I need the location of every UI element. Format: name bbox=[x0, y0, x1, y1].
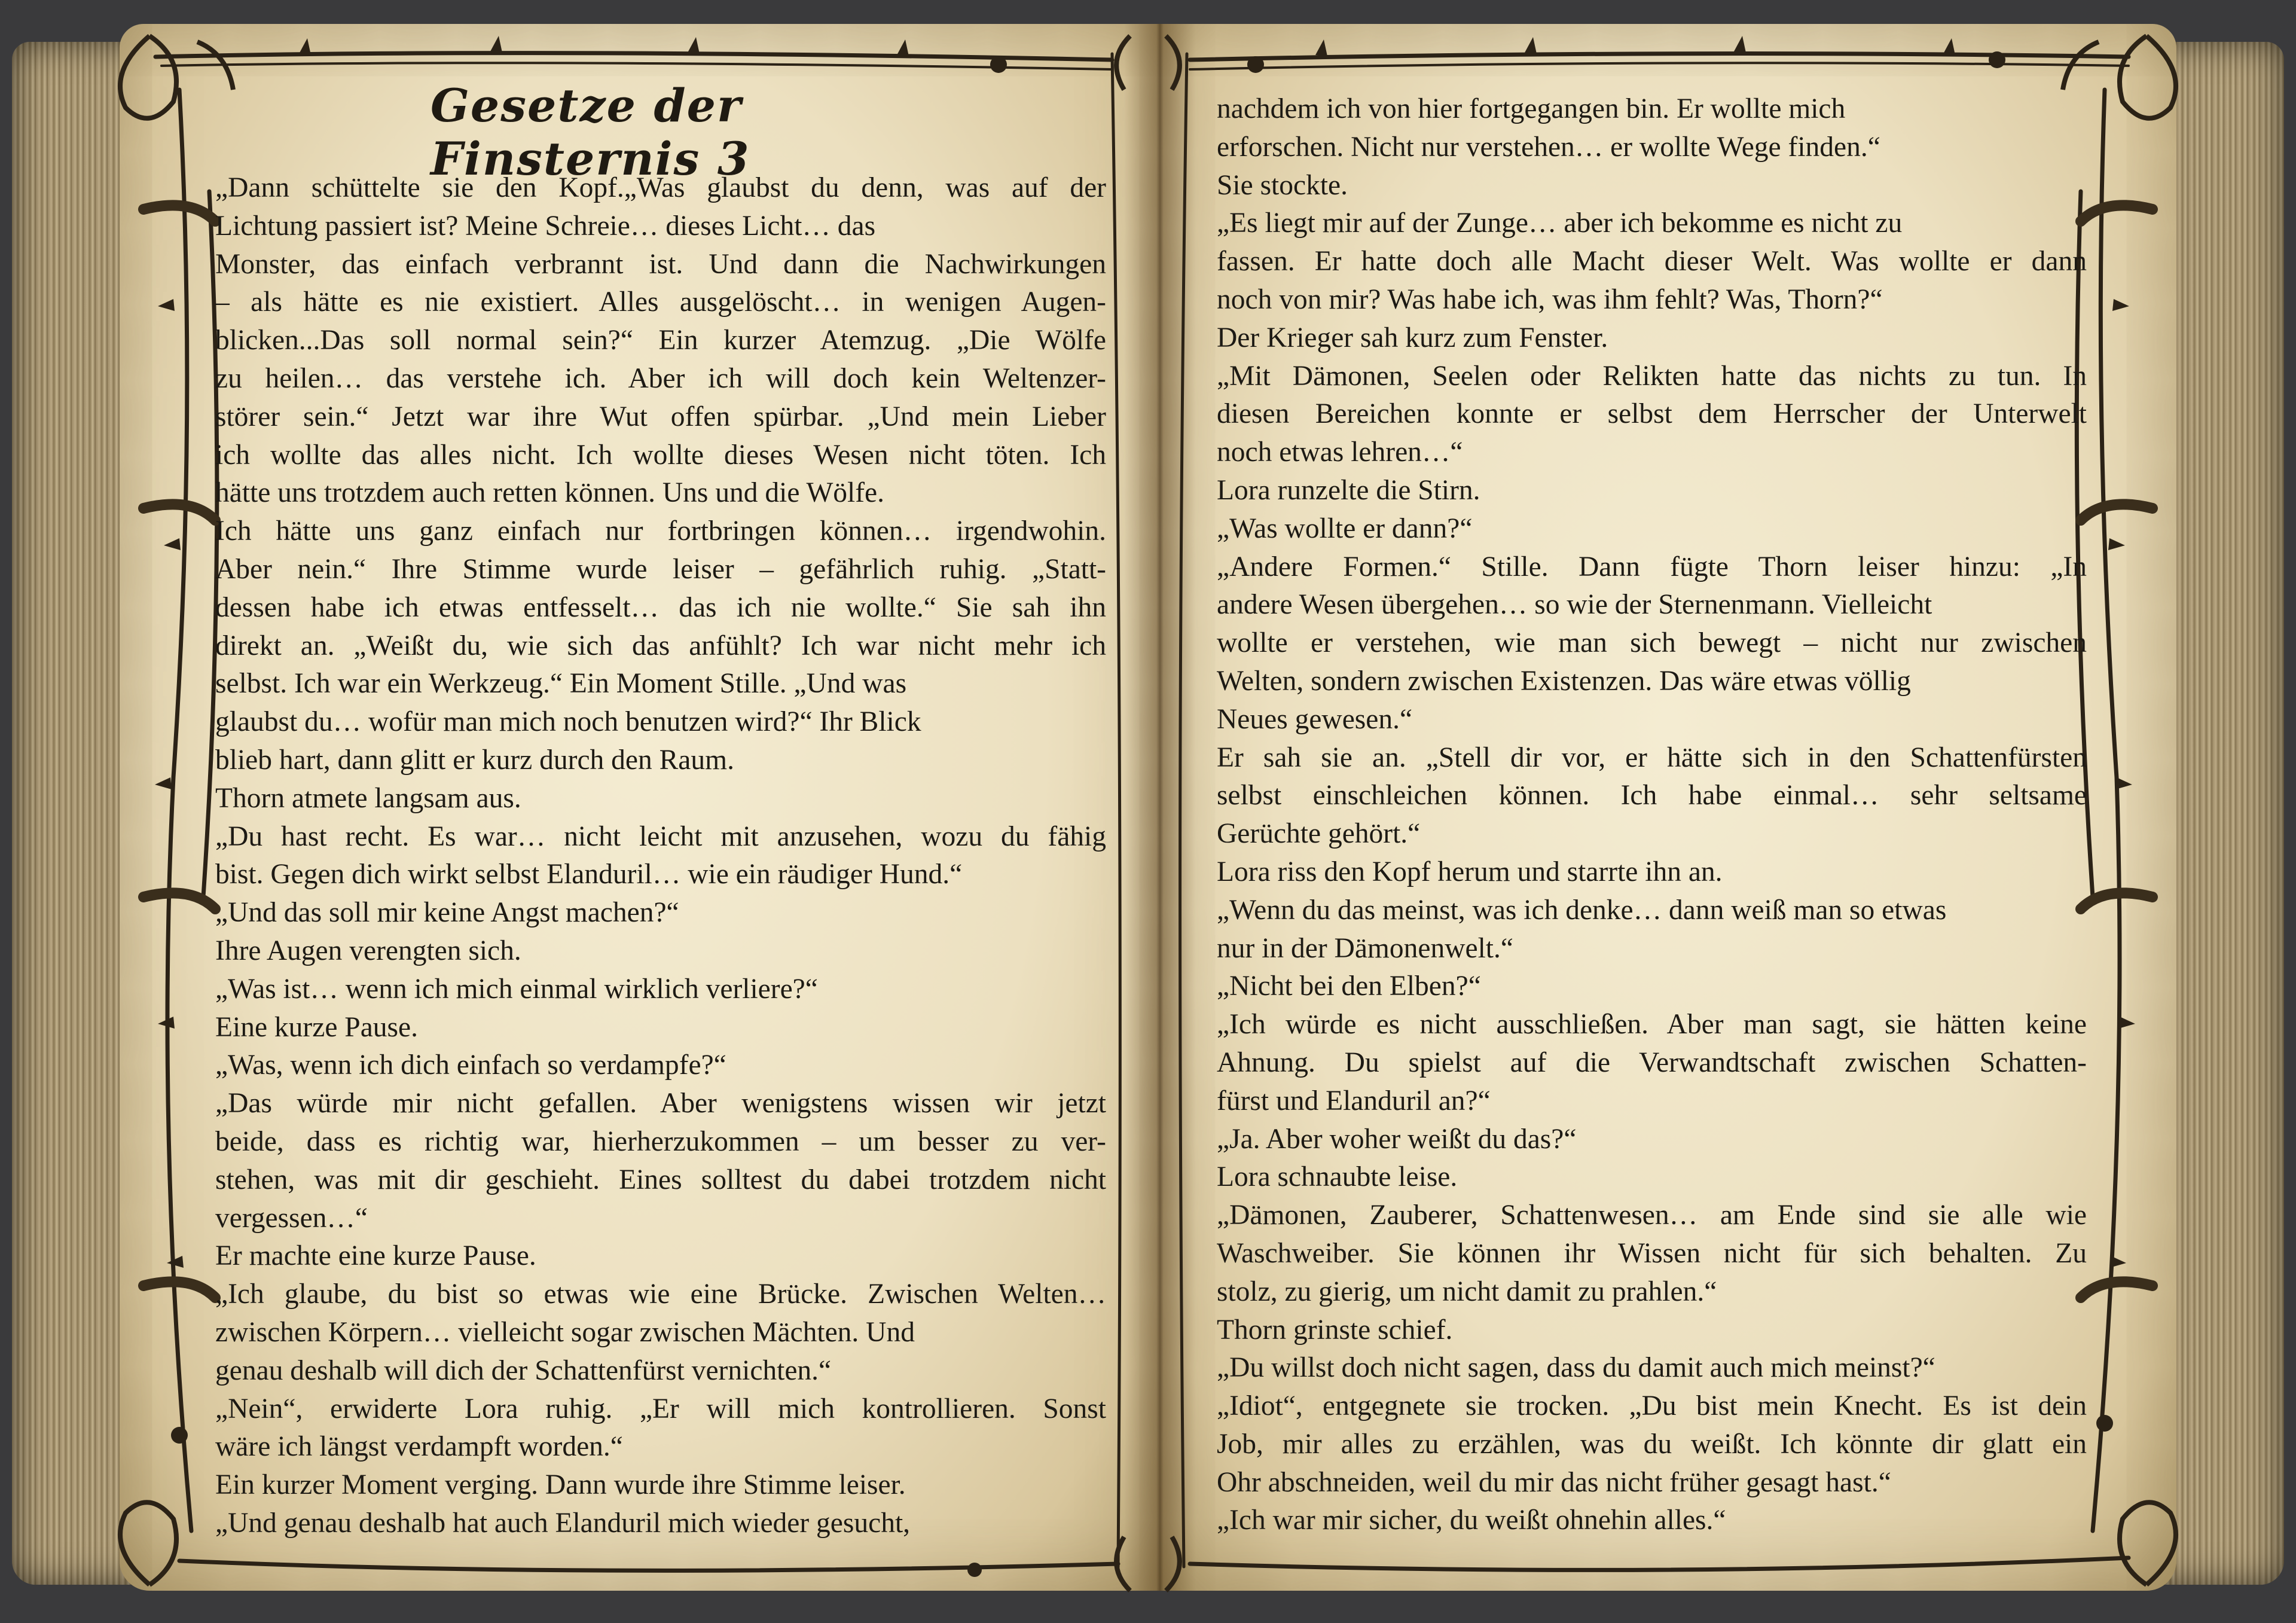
text-line: Ihre Augen verengten sich. bbox=[215, 935, 521, 966]
text-line: hätte uns trotzdem auch retten können. Uns und die Wölfe. bbox=[215, 477, 885, 509]
text-line: fürst und Elanduril an?“ bbox=[1217, 1085, 1491, 1116]
text-line: andere Wesen übergehen… so wie der Sternenmann. Vielleicht bbox=[1217, 589, 1932, 621]
text-line: Ahnung. Du spielst auf die Verwandtschaft zwischen Schatten- bbox=[1217, 1047, 2087, 1078]
text-line: „Wenn du das meinst, was ich denke… dann weiß man so etwas bbox=[1217, 894, 1947, 926]
text-line: Thorn grinste schief. bbox=[1217, 1314, 1453, 1346]
text-line: nachdem ich von hier fortgegangen bin. Er wollte mich bbox=[1217, 93, 1846, 124]
text-line: „Dämonen, Zauberer, Schattenwesen… am Ende sind sie alle wie bbox=[1217, 1200, 2087, 1231]
text-line: „Es liegt mir auf der Zunge… aber ich bekomme es nicht zu bbox=[1217, 208, 1903, 239]
text-line: selbst. Ich war ein Werkzeug.“ Ein Moment Stille. „Und was bbox=[215, 668, 907, 700]
text-line: Monster, das einfach verbrannt ist. Und dann die Nachwirkungen bbox=[215, 248, 1106, 280]
text-line: Ohr abschneiden, weil du mir das nicht früher gesagt hast.“ bbox=[1217, 1466, 1891, 1498]
text-line: „Nicht bei den Elben?“ bbox=[1217, 971, 1481, 1002]
text-line: Ich hätte uns ganz einfach nur fortbringen können… irgendwohin. bbox=[215, 515, 1106, 547]
text-line: Aber nein.“ Ihre Stimme wurde leiser – gefährlich ruhig. „Statt- bbox=[215, 553, 1106, 585]
text-line: – als hätte es nie existiert. Alles ausgelöscht… in wenigen Augen- bbox=[215, 286, 1106, 318]
text-line: Sie stockte. bbox=[1217, 169, 1348, 201]
text-line: nur in der Dämonenwelt.“ bbox=[1217, 932, 1513, 964]
text-line: vergessen…“ bbox=[215, 1202, 368, 1234]
text-line: Thorn atmete langsam aus. bbox=[215, 782, 521, 814]
text-line: ich wollte das alles nicht. Ich wollte dieses Wesen nicht töten. Ich bbox=[215, 439, 1106, 471]
text-line: „Ich würde es nicht ausschließen. Aber man sagt, sie hätten keine bbox=[1217, 1009, 2087, 1041]
text-line: selbst einschleichen können. Ich habe einmal… sehr seltsame bbox=[1217, 780, 2087, 812]
text-line: beide, dass es richtig war, hierherzukommen – um besser zu ver- bbox=[215, 1125, 1106, 1157]
text-line: wäre ich längst verdampft worden.“ bbox=[215, 1431, 623, 1463]
text-line: Welten, sondern zwischen Existenzen. Das wäre etwas völlig bbox=[1217, 665, 1911, 697]
text-line: fassen. Er hatte doch alle Macht dieser Welt. Was wollte er dann bbox=[1217, 246, 2087, 277]
text-line: genau deshalb will dich der Schattenfürst vernichten.“ bbox=[215, 1354, 832, 1386]
right-page-text bbox=[1217, 90, 2087, 1540]
text-line: „Was ist… wenn ich mich einmal wirklich verliere?“ bbox=[215, 973, 818, 1005]
text-line: diesen Bereichen konnte er selbst dem Herrscher der Unterwelt bbox=[1217, 398, 2087, 430]
text-line: zu heilen… das verstehe ich. Aber ich will doch kein Weltenzer- bbox=[215, 362, 1106, 394]
text-line: Lora runzelte die Stirn. bbox=[1217, 474, 1480, 506]
text-line: „Idiot“, entgegnete sie trocken. „Du bist mein Knecht. Es ist dein bbox=[1217, 1390, 2087, 1422]
text-line: erforschen. Nicht nur verstehen… er wollte Wege finden.“ bbox=[1217, 131, 1880, 163]
text-line: Er sah sie an. „Stell dir vor, er hätte sich in den Schattenfürsten bbox=[1217, 742, 2087, 773]
text-line: „Und genau deshalb hat auch Elanduril mich wieder gesucht, bbox=[215, 1507, 911, 1539]
text-line: Lora schnaubte leise. bbox=[1217, 1161, 1458, 1193]
text-line: „Das würde mir nicht gefallen. Aber wenigstens wissen wir jetzt bbox=[215, 1088, 1106, 1119]
text-line: blicken...Das soll normal sein?“ Ein kurzer Atemzug. „Die Wölfe bbox=[215, 325, 1106, 356]
text-line: stolz, zu gierig, um nicht damit zu prahlen.“ bbox=[1217, 1276, 1717, 1307]
text-line: Job, mir alles zu erzählen, was du weißt. Ich könnte dir glatt ein bbox=[1217, 1428, 2087, 1460]
text-line: „Dann schüttelte sie den Kopf.„Was glaubst du denn, was auf der bbox=[215, 172, 1106, 203]
text-line: „Andere Formen.“ Stille. Dann fügte Thorn leiser hinzu: „In bbox=[1217, 551, 2087, 582]
text-line: Der Krieger sah kurz zum Fenster. bbox=[1217, 322, 1608, 353]
text-line: Ein kurzer Moment verging. Dann wurde ihre Stimme leiser. bbox=[215, 1469, 906, 1501]
text-line: glaubst du… wofür man mich noch benutzen wird?“ Ihr Blick bbox=[215, 706, 921, 738]
text-line: wollte er verstehen, wie man sich bewegt – nicht nur zwischen bbox=[1217, 627, 2087, 659]
text-line: blieb hart, dann glitt er kurz durch den Raum. bbox=[215, 744, 734, 776]
text-line: „Was, wenn ich dich einfach so verdampfe?“ bbox=[215, 1050, 726, 1081]
text-line: „Mit Dämonen, Seelen oder Relikten hatte das nichts zu tun. In bbox=[1217, 360, 2087, 392]
text-line: stehen, was mit dir geschieht. Eines solltest du dabei trotzdem nicht bbox=[215, 1164, 1106, 1195]
text-line: direkt an. „Weißt du, wie sich das anfühlt? Ich war nicht mehr ich bbox=[215, 630, 1106, 661]
text-line: „Du hast recht. Es war… nicht leicht mit anzusehen, wozu du fähig bbox=[215, 820, 1106, 852]
text-line: Lora riss den Kopf herum und starrte ihn an. bbox=[1217, 856, 1723, 887]
text-line: „Ja. Aber woher weißt du das?“ bbox=[1217, 1123, 1577, 1155]
text-line: Waschweiber. Sie können ihr Wissen nicht für sich behalten. Zu bbox=[1217, 1237, 2087, 1269]
text-line: noch von mir? Was habe ich, was ihm fehlt? Was, Thorn?“ bbox=[1217, 283, 1883, 315]
text-line: Lichtung passiert ist? Meine Schreie… dieses Licht… das bbox=[215, 210, 876, 242]
text-line: zwischen Körpern… vielleicht sogar zwischen Mächten. Und bbox=[215, 1316, 915, 1348]
page-title: Gesetze der Finsternis 3 bbox=[430, 79, 750, 185]
text-line: „Was wollte er dann?“ bbox=[1217, 512, 1473, 544]
left-page-text bbox=[215, 169, 1106, 1543]
text-line: dessen habe ich etwas entfesselt… das ich nie wollte.“ Sie sah ihn bbox=[215, 591, 1106, 623]
text-line: „Ich war mir sicher, du weißt ohnehin alles.“ bbox=[1217, 1505, 1726, 1536]
text-line: Er machte eine kurze Pause. bbox=[215, 1240, 536, 1272]
text-line: „Nein“, erwiderte Lora ruhig. „Er will mich kontrollieren. Sonst bbox=[215, 1393, 1106, 1424]
text-line: Gerüchte gehört.“ bbox=[1217, 818, 1421, 850]
text-line: bist. Gegen dich wirkt selbst Elanduril… wie ein räudiger Hund.“ bbox=[215, 859, 963, 890]
text-line: störer sein.“ Jetzt war ihre Wut offen spürbar. „Und mein Lieber bbox=[215, 401, 1106, 432]
text-line: Neues gewesen.“ bbox=[1217, 703, 1413, 735]
text-line: Eine kurze Pause. bbox=[215, 1011, 418, 1043]
text-line: „Ich glaube, du bist so etwas wie eine Brücke. Zwischen Welten… bbox=[215, 1279, 1106, 1310]
text-line: „Und das soll mir keine Angst machen?“ bbox=[215, 897, 679, 929]
text-line: „Du willst doch nicht sagen, dass du damit auch mich meinst?“ bbox=[1217, 1352, 1935, 1384]
text-line: noch etwas lehren…“ bbox=[1217, 437, 1463, 468]
